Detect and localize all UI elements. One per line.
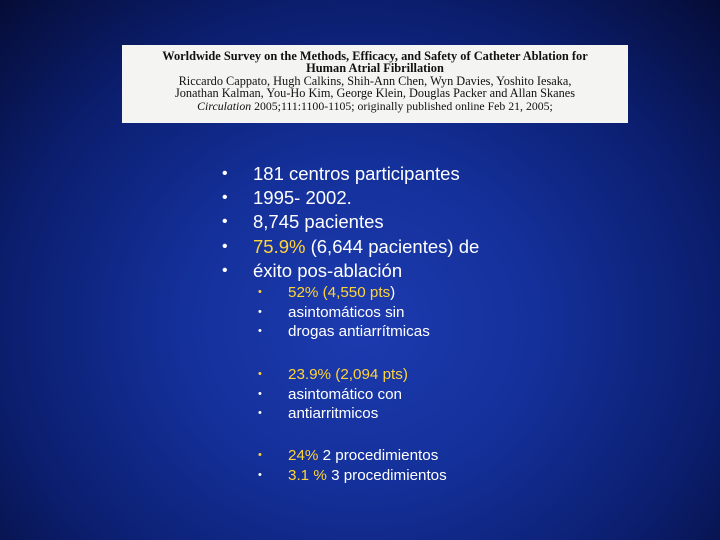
bullet-icon: • <box>258 325 262 337</box>
sub-bullet-text: asintomáticos sin <box>288 303 405 321</box>
main-bullet-item <box>222 259 479 283</box>
sub-bullet-text: ) <box>390 284 396 301</box>
sub-bullet-text: antiarritmicos <box>288 405 379 422</box>
sub-bullet-item <box>258 322 430 342</box>
bullet-icon: • <box>222 261 228 279</box>
citation-title-line1: Worldwide Survey on the Methods, Efficacy, and Safety of Catheter Ablation for <box>162 49 588 63</box>
main-bullet-list <box>222 162 479 283</box>
citation-authors-line2: Jonathan Kalman, You-Ho Kim, George Klein, Douglas Packer and Allan Skanes <box>174 86 576 101</box>
sub-bullet-text: asintomático con <box>288 385 402 403</box>
bullet-icon: • <box>258 286 262 298</box>
sub-bullet-highlight: 24% <box>288 447 319 464</box>
sub-bullet-item <box>258 283 430 303</box>
bullet-icon: • <box>258 305 262 318</box>
sub-bullet-item <box>258 466 447 486</box>
sub-list-group-2 <box>258 365 408 424</box>
sub-bullet-item <box>258 446 447 466</box>
bullet-icon: • <box>258 368 262 380</box>
sub-bullet-item <box>258 385 408 405</box>
bullet-icon: • <box>222 165 228 182</box>
citation-title-line2: Human Atrial Fibrillation <box>306 61 444 76</box>
citation-image <box>122 45 628 123</box>
sub-bullet-item <box>258 303 430 323</box>
bullet-icon: • <box>258 449 262 461</box>
sub-bullet-highlight: 3.1 % <box>288 466 327 484</box>
sub-bullet-text: 3 procedimientos <box>326 466 447 484</box>
citation-authors-line1: Riccardo Cappato, Hugh Calkins, Shih-Ann Chen, Wyn Davies, Yoshito Iesaka, <box>178 73 572 88</box>
main-bullet-item <box>222 210 479 234</box>
citation-journal <box>128 100 622 112</box>
bullet-icon: • <box>258 407 262 419</box>
success-rate-highlight: 75.9% <box>253 235 306 257</box>
sub-bullet-item <box>258 404 408 424</box>
bullet-icon: • <box>222 213 228 231</box>
journal-name: Circulation <box>197 98 252 113</box>
main-bullet-item <box>222 186 479 210</box>
bullet-icon: • <box>258 387 262 400</box>
bullet-icon: • <box>222 189 228 207</box>
main-bullet-item <box>222 235 479 259</box>
journal-details: 2005;111:1100-1105; originally published online Feb 21, 2005; <box>251 98 553 113</box>
main-bullet-item <box>222 162 479 186</box>
bullet-icon: • <box>222 237 228 255</box>
sub-bullet-highlight: 23.9% (2,094 pts) <box>288 366 408 383</box>
sub-bullet-text: 2 procedimientos <box>318 447 439 464</box>
sub-list-group-3 <box>258 446 447 485</box>
main-bullet-text: éxito pos-ablación <box>253 259 403 281</box>
main-bullet-text: 8,745 pacientes <box>253 211 384 233</box>
sub-bullet-highlight: 52% (4,550 pts <box>288 284 391 301</box>
main-bullet-text: 181 centros participantes <box>253 163 460 184</box>
main-bullet-text: (6,644 pacientes) de <box>305 235 480 257</box>
sub-list-group-1 <box>258 283 430 342</box>
sub-bullet-text: drogas antiarrítmicas <box>288 323 430 340</box>
bullet-icon: • <box>258 468 262 481</box>
main-bullet-text: 1995- 2002. <box>253 187 352 209</box>
sub-bullet-item <box>258 365 408 385</box>
